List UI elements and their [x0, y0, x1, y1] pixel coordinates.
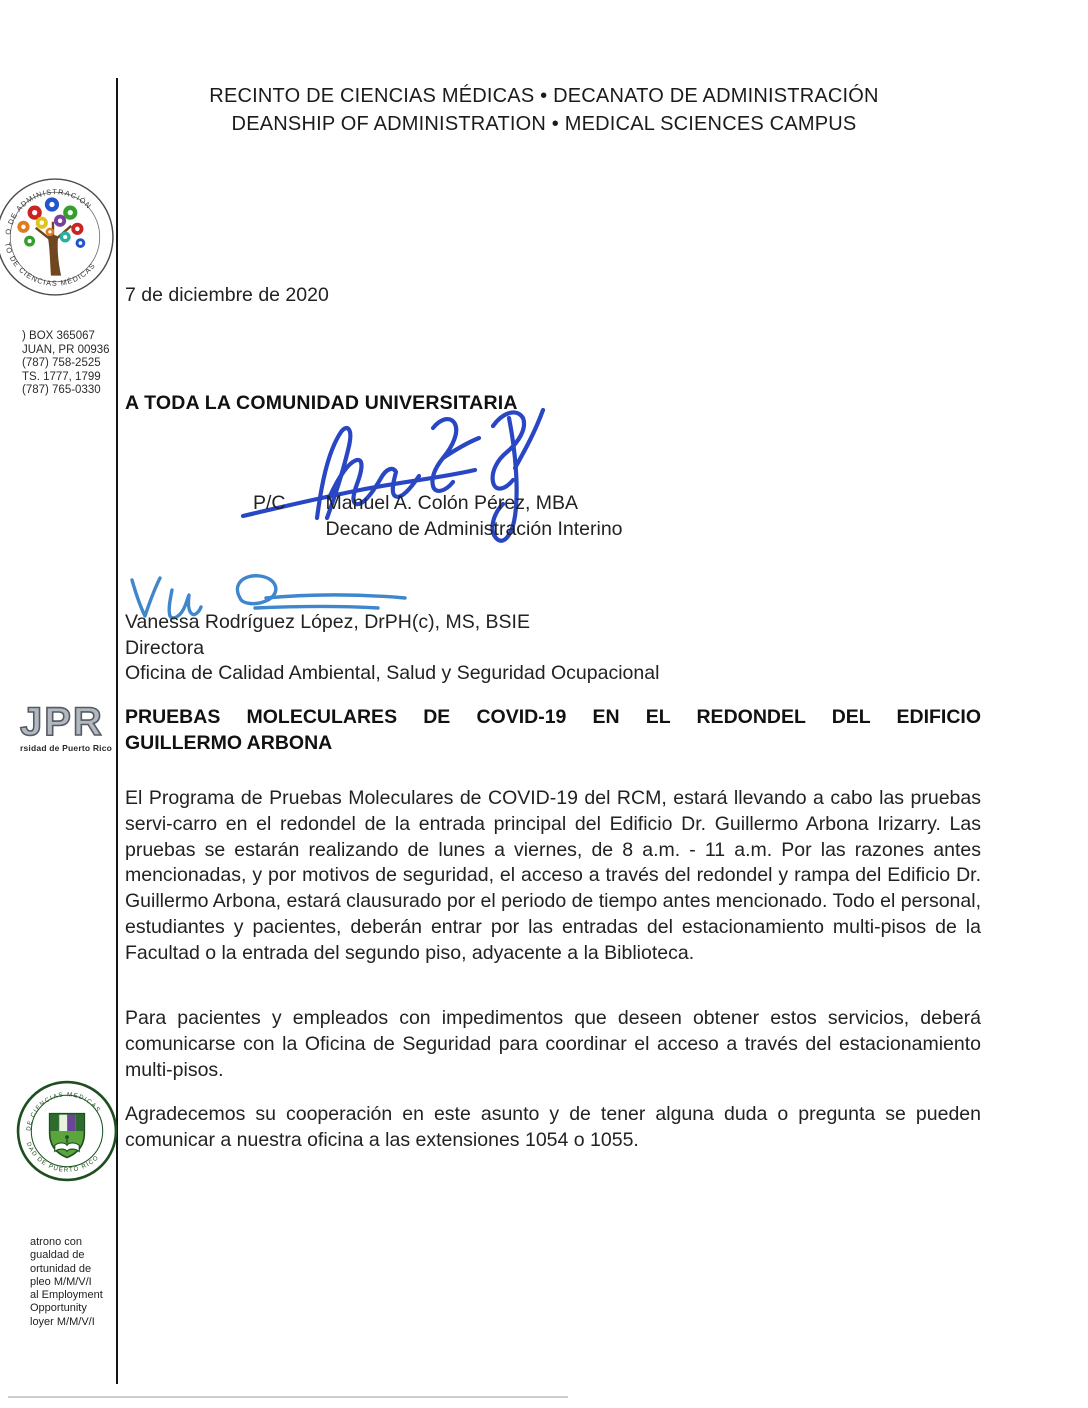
- pc-name: Manuel A. Colón Pérez, MBA: [325, 492, 579, 514]
- rcm-seal-arc-bottom: DAD DE PUERTO RICO: [24, 1141, 101, 1174]
- body-paragraph-1: El Programa de Pruebas Moleculares de COVID-19 del RCM, estará llevando a cabo las pruebas servi-carro en el redondel de la entrada principal del Edificio Dr. Guillermo Arbona Irizarry. Las pruebas se estarán realizando de lunes a viernes, de 8 a.m. - 11 a.m. Por las razones antes mencionadas, y por motivos de seguridad, el acceso a través del redondel y rampa del Edificio Dr. Guillermo Arbona, estará clausurado por el periodo de tiempo antes mencionado. Todo el personal, estudiantes y pacientes, deberán entrar por las entradas del estacionamiento multi-pisos de la Facultad o la entrada del segundo piso, adyacente a la Biblioteca.: [125, 787, 982, 964]
- address-line: TS. 1777, 1799: [22, 370, 101, 383]
- subject-line1: PRUEBAS MOLECULARES DE COVID-19 EN EL REDONDEL DEL EDIFICIO: [125, 706, 981, 728]
- eeo-line: al Employment: [30, 1289, 103, 1302]
- signer-name: Vanessa Rodríguez López, DrPH(c), MS, BSIE: [125, 611, 530, 633]
- letter-date: 7 de diciembre de 2020: [125, 284, 329, 306]
- scan-artifact-line: [8, 1396, 568, 1398]
- address-line: ) BOX 365067: [22, 330, 95, 342]
- letterhead-line-spanish: RECINTO DE CIENCIAS MÉDICAS • DECANATO DE ADMINISTRACIÓN: [209, 85, 879, 107]
- subject-title: [125, 704, 981, 756]
- eeo-statement: [30, 1236, 122, 1329]
- medical-sciences-campus-seal-icon: [16, 1080, 118, 1182]
- seal-tree-trunk: [48, 235, 61, 276]
- signer-block: [125, 610, 659, 687]
- letterhead: [0, 82, 1088, 138]
- signer-office: Oficina de Calidad Ambiental, Salud y Seguridad Ocupacional: [125, 662, 660, 684]
- pc-title: Decano de Administración Interino: [325, 518, 623, 540]
- upr-logo-letters: JPR: [20, 700, 104, 744]
- administration-seal-icon: [0, 176, 116, 298]
- eeo-line: gualdad de: [30, 1249, 85, 1262]
- eeo-line: ortunidad de: [30, 1262, 92, 1275]
- admin-seal-arc-top: O DE ADMINISTRACIÓN: [3, 187, 94, 236]
- letterhead-line-english: DEANSHIP OF ADMINISTRATION • MEDICAL SCIENCES CAMPUS: [231, 113, 857, 135]
- address-line: (787) 765-0330: [22, 384, 101, 396]
- eeo-line: atrono con: [30, 1236, 82, 1248]
- address-line: JUAN, PR 00936: [22, 343, 110, 356]
- rcm-seal-shield: [50, 1114, 85, 1158]
- upr-logo: [20, 702, 120, 753]
- subject-line2: GUILLERMO ARBONA: [125, 732, 333, 754]
- letterhead-address: [22, 330, 122, 398]
- body-paragraph-3: Agradecemos su cooperación en este asunto y de tener alguna duda o pregunta se pueden comunicar a nuestra oficina a las extensiones 1054 o 1055.: [125, 1103, 981, 1151]
- eeo-line: Opportunity: [30, 1302, 87, 1315]
- rcm-seal-arc-top: DE CIENCIAS MEDICAS: [25, 1091, 102, 1132]
- eeo-line: loyer M/M/V/I: [30, 1315, 95, 1328]
- signer-title: Directora: [125, 636, 205, 659]
- admin-seal-arc-bottom: TO DE CIENCIAS MÉDICAS: [2, 241, 98, 288]
- body-paragraph-2: Para pacientes y empleados con impedimentos que deseen obtener estos servicios, deberá comunicarse con la Oficina de Seguridad para coordinar el acceso a través del estacionamiento multi-pisos.: [125, 1007, 981, 1081]
- pc-block: [253, 490, 623, 542]
- upr-logo-subtext: rsidad de Puerto Rico: [20, 743, 113, 753]
- address-line: (787) 758-2525: [22, 357, 101, 369]
- eeo-line: pleo M/M/V/I: [30, 1275, 92, 1288]
- pc-label: P/C: [253, 492, 286, 514]
- salutation: A TODA LA COMUNIDAD UNIVERSITARIA: [125, 392, 518, 414]
